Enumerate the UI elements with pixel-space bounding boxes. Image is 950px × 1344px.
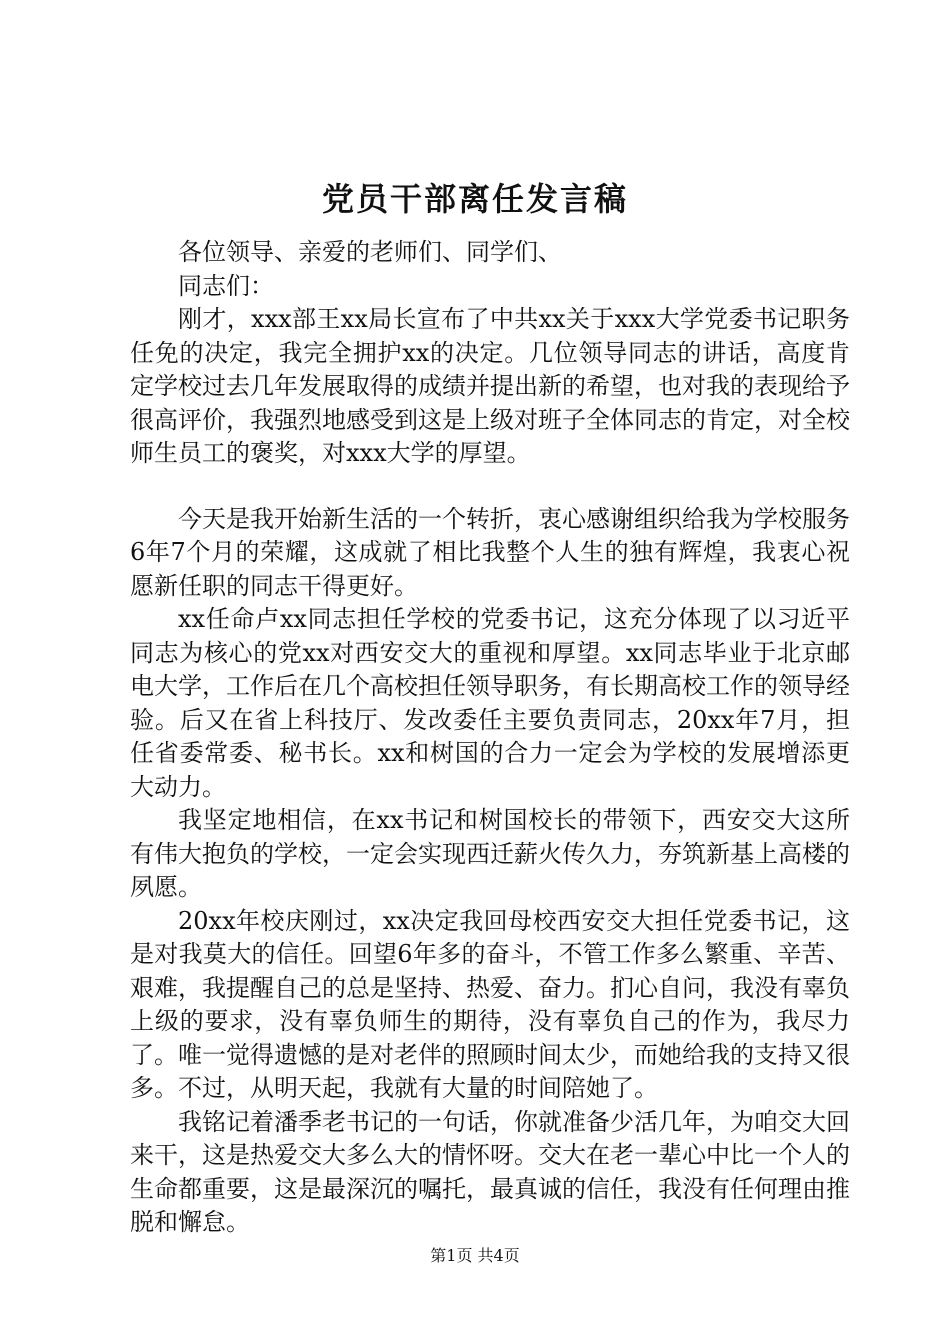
paragraph-4: 我坚定地相信，在xx书记和树国校长的带领下，西安交大这所有伟大抱负的学校，一定会实现西迁薪火传久力，夯筑新基上高楼的夙愿。 [130, 806, 850, 901]
page-footer: 第1页 共4页 [430, 1246, 520, 1265]
paragraph-3: xx任命卢xx同志担任学校的党委书记，这充分体现了以习近平同志为核心的党xx对西安交大的重视和厚望。xx同志毕业于北京邮电大学，工作后在几个高校担任领导职务，有长期高校工作的领导经验。后又在省上科技厅、发改委任主要负责同志，20xx年7月，担任省委常委、秘书长。xx和树国的合力一定会为学校的发展增添更大动力。 [130, 605, 850, 801]
page-title: 党员干部离任发言稿 [321, 180, 628, 218]
paragraph-5: 20xx年校庆刚过，xx决定我回母校西安交大担任党委书记，这是对我莫大的信任。回望6年多的奋斗，不管工作多么繁重、辛苦、艰难，我提醒自己的总是坚持、热爱、奋力。扪心自问，我没有辜负上级的要求，没有辜负师生的期待，没有辜负自己的作为，我尽力了。唯一觉得遗憾的是对老伴的照顾时间太少，而她给我的支持又很多。不过，从明天起，我就有大量的时间陪她了。 [130, 906, 850, 1102]
document-body [130, 236, 850, 1240]
salutation-line-1: 各位领导、亲爱的老师们、同学们、 [178, 238, 562, 266]
paragraph-1: 刚才，xxx部王xx局长宣布了中共xx关于xxx大学党委书记职务任免的决定，我完全拥护xx的决定。几位领导同志的讲话，高度肯定学校过去几年发展取得的成绩并提出新的希望，也对我的表现给予很高评价，我强烈地感受到这是上级对班子全体同志的肯定，对全校师生员工的褒奖，对xxx大学的厚望。 [130, 305, 850, 467]
paragraph-2: 今天是我开始新生活的一个转折，衷心感谢组织给我为学校服务6年7个月的荣耀，这成就了相比我整个人生的独有辉煌，我衷心祝愿新任职的同志干得更好。 [130, 504, 850, 600]
paragraph-spacer [130, 471, 850, 503]
paragraph-6: 我铭记着潘季老书记的一句话，你就准备少活几年，为咱交大回来干，这是热爱交大多么大的情怀呀。交大在老一辈心中比一个人的生命都重要，这是最深沉的嘱托，最真诚的信任，我没有任何理由推脱和懈怠。 [130, 1107, 850, 1236]
salutation-line-2: 同志们： [178, 271, 274, 300]
